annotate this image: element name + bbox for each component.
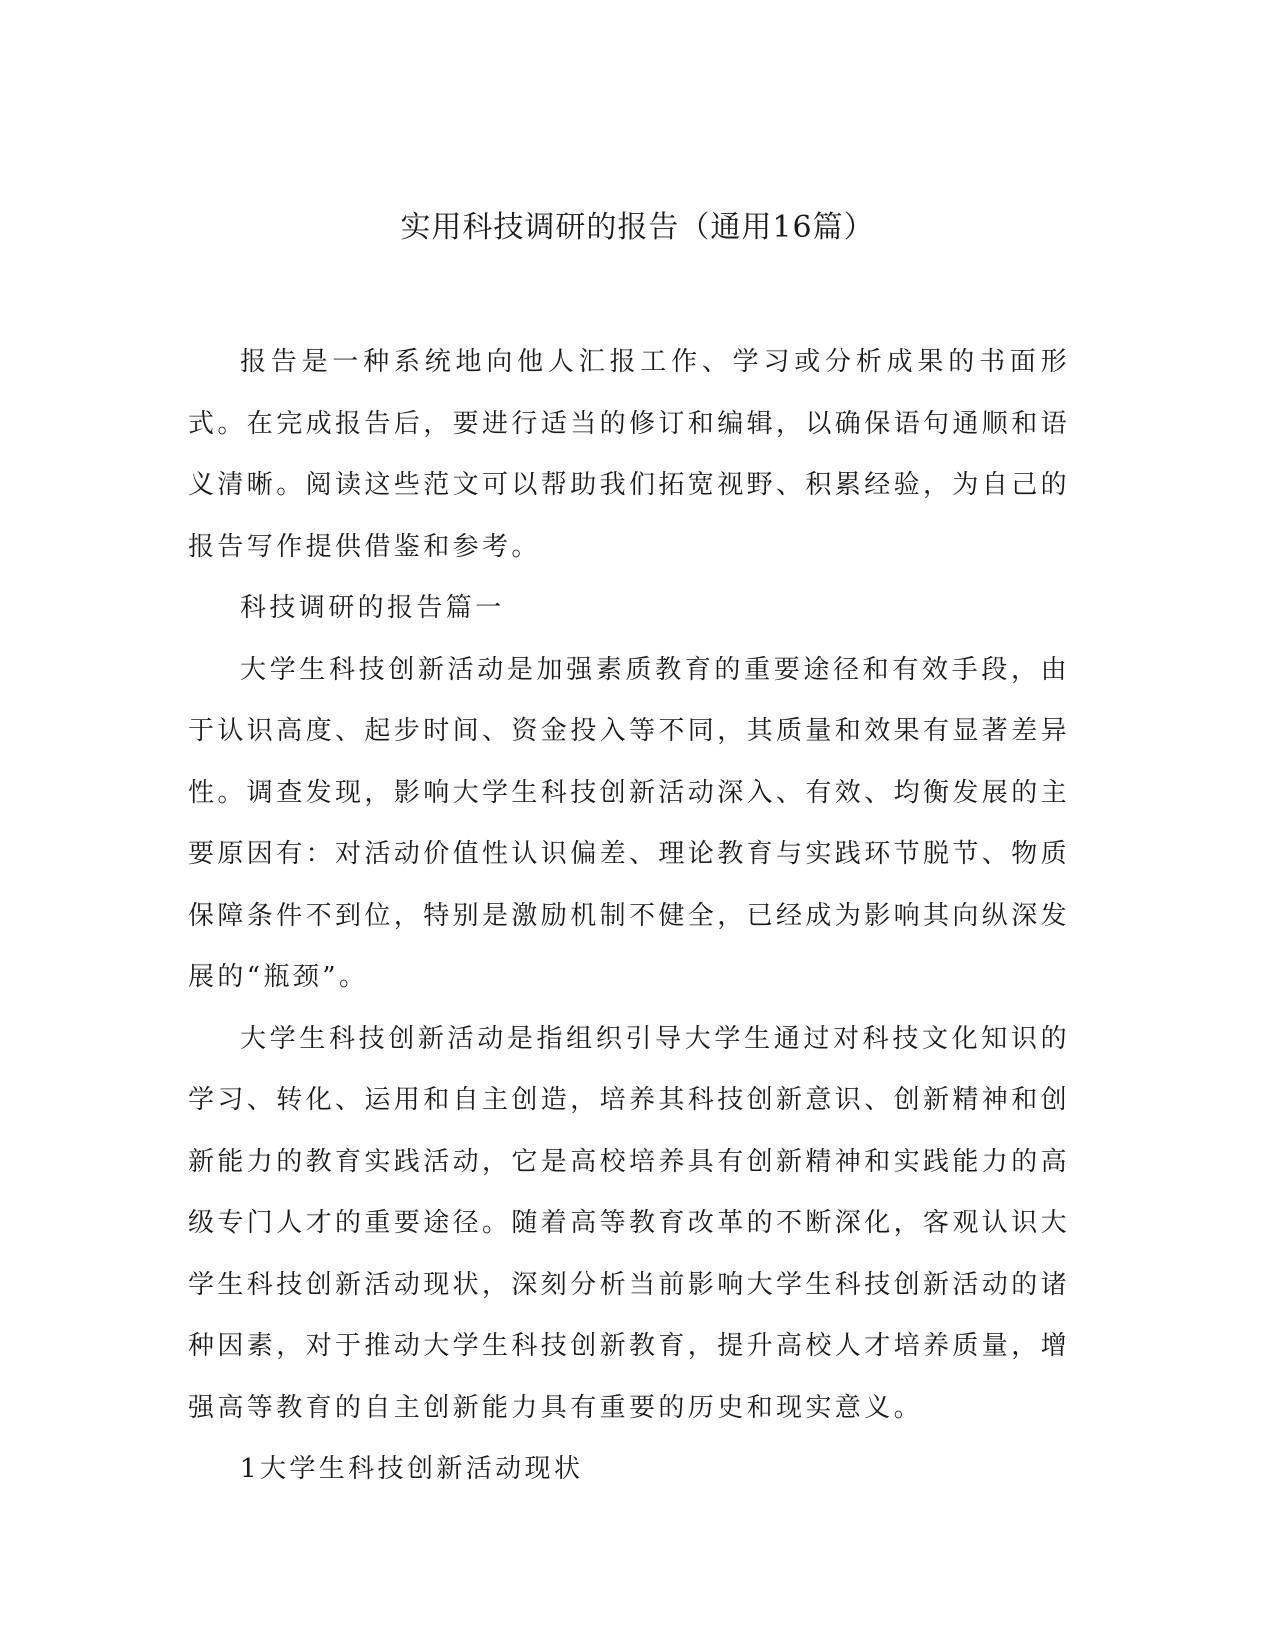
body-paragraph: 大学生科技创新活动是指组织引导大学生通过对科技文化知识的学习、转化、运用和自主创造，培养其科技创新意识、创新精神和创新能力的教育实践活动，它是高校培养具有创新精神和实践能力的高级专门人才的重要途径。随着高等教育改革的不断深化，客观认识大学生科技创新活动现状，深刻分析当前影响大学生科技创新活动的诸种因素，对于推动大学生科技创新教育，提升高校人才培养质量，增强高等教育的自主创新能力具有重要的历史和现实意义。 — [188, 1023, 1071, 1423]
document-title: 实用科技调研的报告（通用16篇） — [400, 210, 875, 245]
subsection-heading: 1大学生科技创新活动现状 — [240, 1454, 584, 1484]
intro-paragraph: 报告是一种系统地向他人汇报工作、学习或分析成果的书面形式。在完成报告后，要进行适当的修订和编辑，以确保语句通顺和语义清晰。阅读这些范文可以帮助我们拓宽视野、积累经验，为自己的报告写作提供借鉴和参考。 — [188, 347, 1071, 562]
document-body — [188, 332, 1070, 1501]
body-paragraph: 大学生科技创新活动是加强素质教育的重要途径和有效手段，由于认识高度、起步时间、资金投入等不同，其质量和效果有显著差异性。调查发现，影响大学生科技创新活动深入、有效、均衡发展的主要原因有：对活动价值性认识偏差、理论教育与实践环节脱节、物质保障条件不到位，特别是激励机制不健全，已经成为影响其向纵深发展的“瓶颈”。 — [188, 654, 1071, 992]
section-heading: 科技调研的报告篇一 — [240, 593, 505, 623]
